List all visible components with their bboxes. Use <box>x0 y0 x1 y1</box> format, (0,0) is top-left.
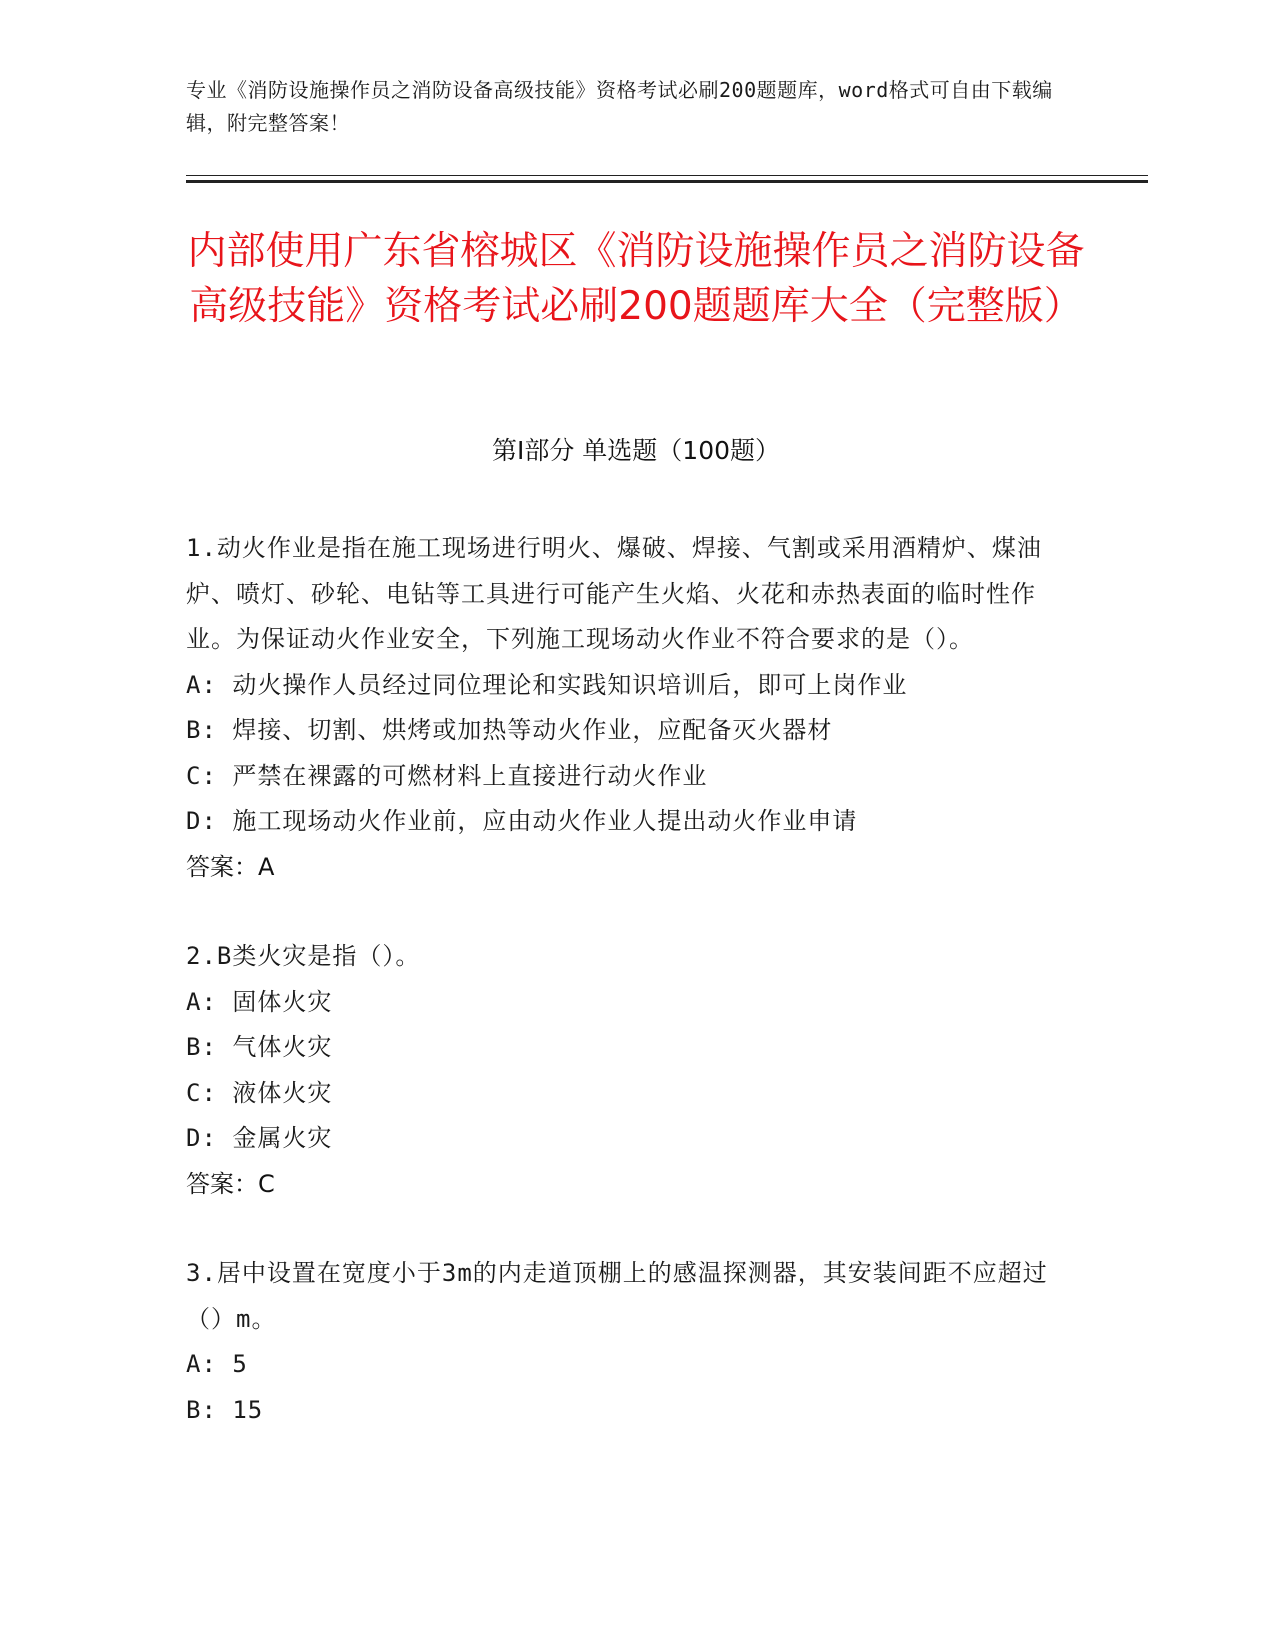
question-stem: 2.B类火灾是指（）。 <box>186 942 421 970</box>
answer-label: 答案：C <box>186 1169 275 1198</box>
question-3 <box>186 1251 1066 1433</box>
option-c: C: 液体火灾 <box>186 1078 333 1107</box>
option-d: D: 施工现场动火作业前，应由动火作业人提出动火作业申请 <box>186 807 858 835</box>
option-b: B: 焊接、切割、烘烤或加热等动火作业，应配备灭火器材 <box>186 716 833 744</box>
section-heading: 第Ⅰ部分 单选题（100题） <box>491 436 781 465</box>
question-stem: 3.居中设置在宽度小于3m的内走道顶棚上的感温探测器，其安装间距不应超过（）m。 <box>186 1259 1048 1333</box>
question-2 <box>186 934 1066 1207</box>
question-list <box>186 526 1066 1477</box>
header-note: 专业《消防设施操作员之消防设备高级技能》资格考试必刷200题题库，word格式可自由下载编辑，附完整答案！ <box>186 78 1053 135</box>
option-a: A: 5 <box>186 1350 248 1378</box>
option-b: B: 15 <box>186 1395 264 1424</box>
option-d: D: 金属火灾 <box>186 1124 333 1152</box>
option-b: B: 气体火灾 <box>186 1033 333 1061</box>
option-c: C: 严禁在裸露的可燃材料上直接进行动火作业 <box>186 761 708 790</box>
header-divider-thin <box>186 175 1148 176</box>
document-title: 内部使用广东省榕城区《消防设施操作员之消防设备高级技能》资格考试必刷200题题库大全（完整版） <box>187 229 1085 329</box>
option-a: A: 动火操作人员经过同位理论和实践知识培训后，即可上岗作业 <box>186 670 908 699</box>
question-stem: 1.动火作业是指在施工现场进行明火、爆破、焊接、气割或采用酒精炉、煤油炉、喷灯、砂轮、电钻等工具进行可能产生火焰、火花和赤热表面的临时性作业。为保证动火作业安全，下列施工现场动火作业不符合要求的是（）。 <box>186 534 1042 653</box>
option-a: A: 固体火灾 <box>186 987 333 1016</box>
answer-label: 答案：A <box>186 852 275 881</box>
header-divider-thick <box>186 180 1148 183</box>
question-1 <box>186 526 1066 890</box>
